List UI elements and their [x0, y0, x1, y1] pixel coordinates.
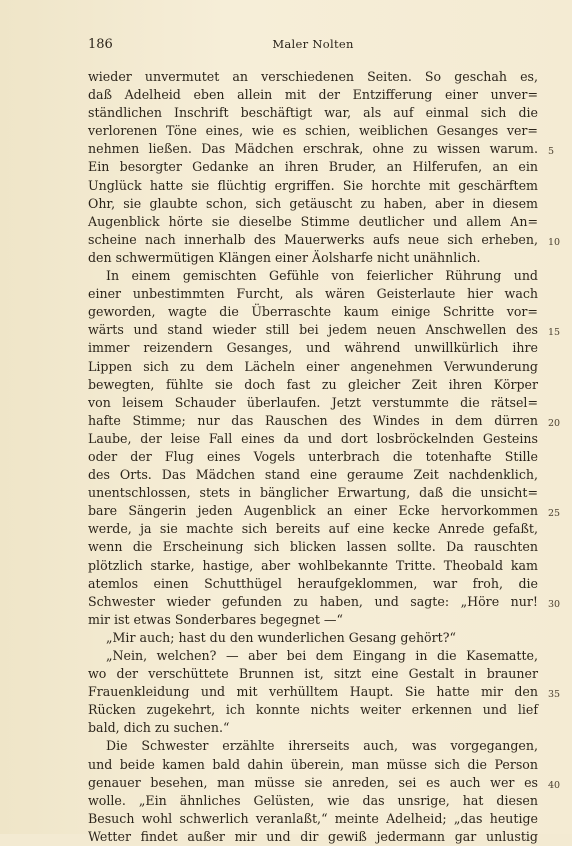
- line-text: nehmen ließen. Das Mädchen erschrak, ohne zu wissen warum.: [88, 141, 538, 157]
- line-text: Schwester wieder gefunden zu haben, und sagte: „Höre nur!: [88, 593, 538, 609]
- line-text: des Orts. Das Mädchen stand eine geraume Zeit nachdenklich,: [88, 467, 538, 483]
- line-number: 30: [548, 598, 561, 610]
- text-line: [88, 810, 538, 828]
- text-line: [88, 195, 538, 213]
- line-text: immer reizendern Gesanges, und während unwillkürlich ihre: [88, 340, 538, 356]
- line-text: Besuch wohl schwerlich veranlaßt,“ meinte Adelheid; „das heutige: [88, 810, 538, 826]
- text-line: [88, 104, 538, 122]
- text-line: [88, 249, 538, 267]
- line-text: genauer besehen, man müsse sie anreden, sei es auch wer es: [88, 774, 538, 790]
- line-text: verlorenen Töne eines, wie es schien, weiblichen Gesanges ver=: [88, 123, 538, 139]
- line-text: Die Schwester erzählte ihrerseits auch, was vorgegangen,: [106, 738, 538, 754]
- text-line: [88, 719, 538, 737]
- line-number: 15: [548, 327, 561, 339]
- text-line: [88, 629, 538, 647]
- line-text: einer unbestimmten Furcht, als wären Geisterlaute hier wach: [88, 286, 538, 302]
- line-text: wenn die Erscheinung sich blicken lassen sollte. Da rauschten: [88, 539, 538, 555]
- text-line: [88, 140, 555, 158]
- line-text: Lippen sich zu dem Lächeln einer angenehmen Verwunderung: [88, 358, 538, 374]
- text-line: [88, 339, 538, 357]
- text-line: [88, 665, 538, 683]
- text-line: [88, 267, 538, 285]
- line-text: bare Sängerin jeden Augenblick an einer Ecke hervorkommen: [88, 503, 538, 519]
- body-text: [88, 68, 561, 846]
- line-text: scheine nach innerhalb des Mauerwerks aufs neue sich erheben,: [88, 231, 538, 247]
- line-text: In einem gemischten Gefühle von feierlicher Rührung und: [106, 268, 538, 284]
- text-line: [88, 774, 561, 792]
- line-text: bald, dich zu suchen.“: [88, 720, 230, 736]
- page-header: [88, 37, 538, 53]
- line-number: 20: [548, 417, 561, 429]
- text-line: [88, 538, 538, 556]
- text-line: [88, 158, 538, 176]
- line-text: atemlos einen Schutthügel heraufgeklommen, war froh, die: [88, 575, 538, 591]
- line-text: mir ist etwas Sonderbares begegnet —“: [88, 611, 343, 627]
- line-text: „Nein, welchen? — aber bei dem Eingang in die Kasematte,: [106, 648, 538, 663]
- text-line: [88, 86, 538, 104]
- text-line: [88, 611, 538, 629]
- line-text: Unglück hatte sie flüchtig ergriffen. Sie horchte mit geschärftem: [88, 177, 538, 193]
- line-text: oder der Flug eines Vogels unterbrach die totenhafte Stille: [88, 448, 538, 464]
- line-text: daß Adelheid eben allein mit der Entzifferung einer unver=: [88, 87, 538, 103]
- page-number: 186: [88, 37, 113, 52]
- text-line: [88, 321, 561, 339]
- text-line: [88, 213, 538, 231]
- line-text: und beide kamen bald dahin überein, man müsse sich die Person: [88, 756, 538, 772]
- text-line: [88, 502, 561, 520]
- text-line: [88, 303, 538, 321]
- text-line: [88, 575, 538, 593]
- line-number: 40: [548, 779, 561, 791]
- line-text: bewegten, fühlte sie doch fast zu gleicher Zeit ihren Körper: [88, 376, 538, 392]
- text-line: [88, 647, 538, 665]
- line-text: hafte Stimme; nur das Rauschen des Windes in dem dürren: [88, 412, 538, 428]
- line-text: werde, ja sie machte sich bereits auf eine kecke Anrede gefaßt,: [88, 521, 538, 537]
- text-line: [88, 484, 538, 502]
- text-line: [88, 593, 561, 611]
- running-title: Maler Nolten: [272, 37, 354, 51]
- line-text: Laube, der leise Fall eines da und dort losbröckelnden Gesteins: [88, 430, 538, 446]
- line-text: von leisem Schauder überlaufen. Jetzt verstummte die rätsel=: [88, 394, 538, 410]
- text-line: [88, 412, 561, 430]
- text-line: [88, 792, 538, 810]
- line-text: Wetter findet außer mir und dir gewiß jedermann gar unlustig: [88, 828, 538, 844]
- text-line: [88, 701, 538, 719]
- text-line: [88, 358, 538, 376]
- text-line: [88, 557, 538, 575]
- text-line: [88, 122, 538, 140]
- text-line: [88, 231, 561, 249]
- line-text: plötzlich starke, hastige, aber wohlbekannte Tritte. Theobald kam: [88, 557, 538, 573]
- text-line: [88, 828, 538, 846]
- line-text: geworden, wagte die Überraschte kaum einige Schritte vor=: [88, 304, 538, 320]
- line-text: Ohr, sie glaubte schon, sich getäuscht zu haben, aber in diesem: [88, 195, 538, 211]
- line-text: unentschlossen, stets in bänglicher Erwartung, daß die unsicht=: [88, 485, 538, 501]
- text-line: [88, 177, 538, 195]
- text-line: [88, 683, 561, 701]
- text-line: [88, 756, 538, 774]
- line-number: 35: [548, 689, 561, 701]
- line-text: wo der verschüttete Brunnen ist, sitzt eine Gestalt in brauner: [88, 666, 538, 682]
- line-text: Frauenkleidung und mit verhülltem Haupt. Sie hatte mir den: [88, 684, 538, 700]
- line-text: „Mir auch; hast du den wunderlichen Gesang gehört?“: [106, 629, 456, 645]
- line-text: wolle. „Ein ähnliches Gelüsten, wie das unsrige, hat diesen: [88, 792, 538, 808]
- line-text: wieder unvermutet an verschiedenen Seiten. So geschah es,: [88, 69, 538, 84]
- text-line: [88, 376, 538, 394]
- line-text: Rücken zugekehrt, ich konnte nichts weiter erkennen und lief: [88, 702, 538, 718]
- line-number: 5: [548, 146, 555, 158]
- line-number: 25: [548, 508, 561, 520]
- text-line: [88, 737, 538, 755]
- line-text: den schwermütigen Klängen einer Äolsharfe nicht unähnlich.: [88, 249, 481, 265]
- line-text: Augenblick hörte sie dieselbe Stimme deutlicher und allem An=: [88, 213, 538, 229]
- line-number: 10: [548, 236, 561, 248]
- text-line: [88, 520, 538, 538]
- text-line: [88, 68, 538, 86]
- text-line: [88, 394, 538, 412]
- text-line: [88, 466, 538, 484]
- text-line: [88, 430, 538, 448]
- line-text: Ein besorgter Gedanke an ihren Bruder, an Hilferufen, an ein: [88, 159, 538, 175]
- line-text: ständlichen Inschrift beschäftigt war, als auf einmal sich die: [88, 105, 538, 121]
- text-line: [88, 448, 538, 466]
- line-text: wärts und stand wieder still bei jedem neuen Anschwellen des: [88, 322, 538, 338]
- text-line: [88, 285, 538, 303]
